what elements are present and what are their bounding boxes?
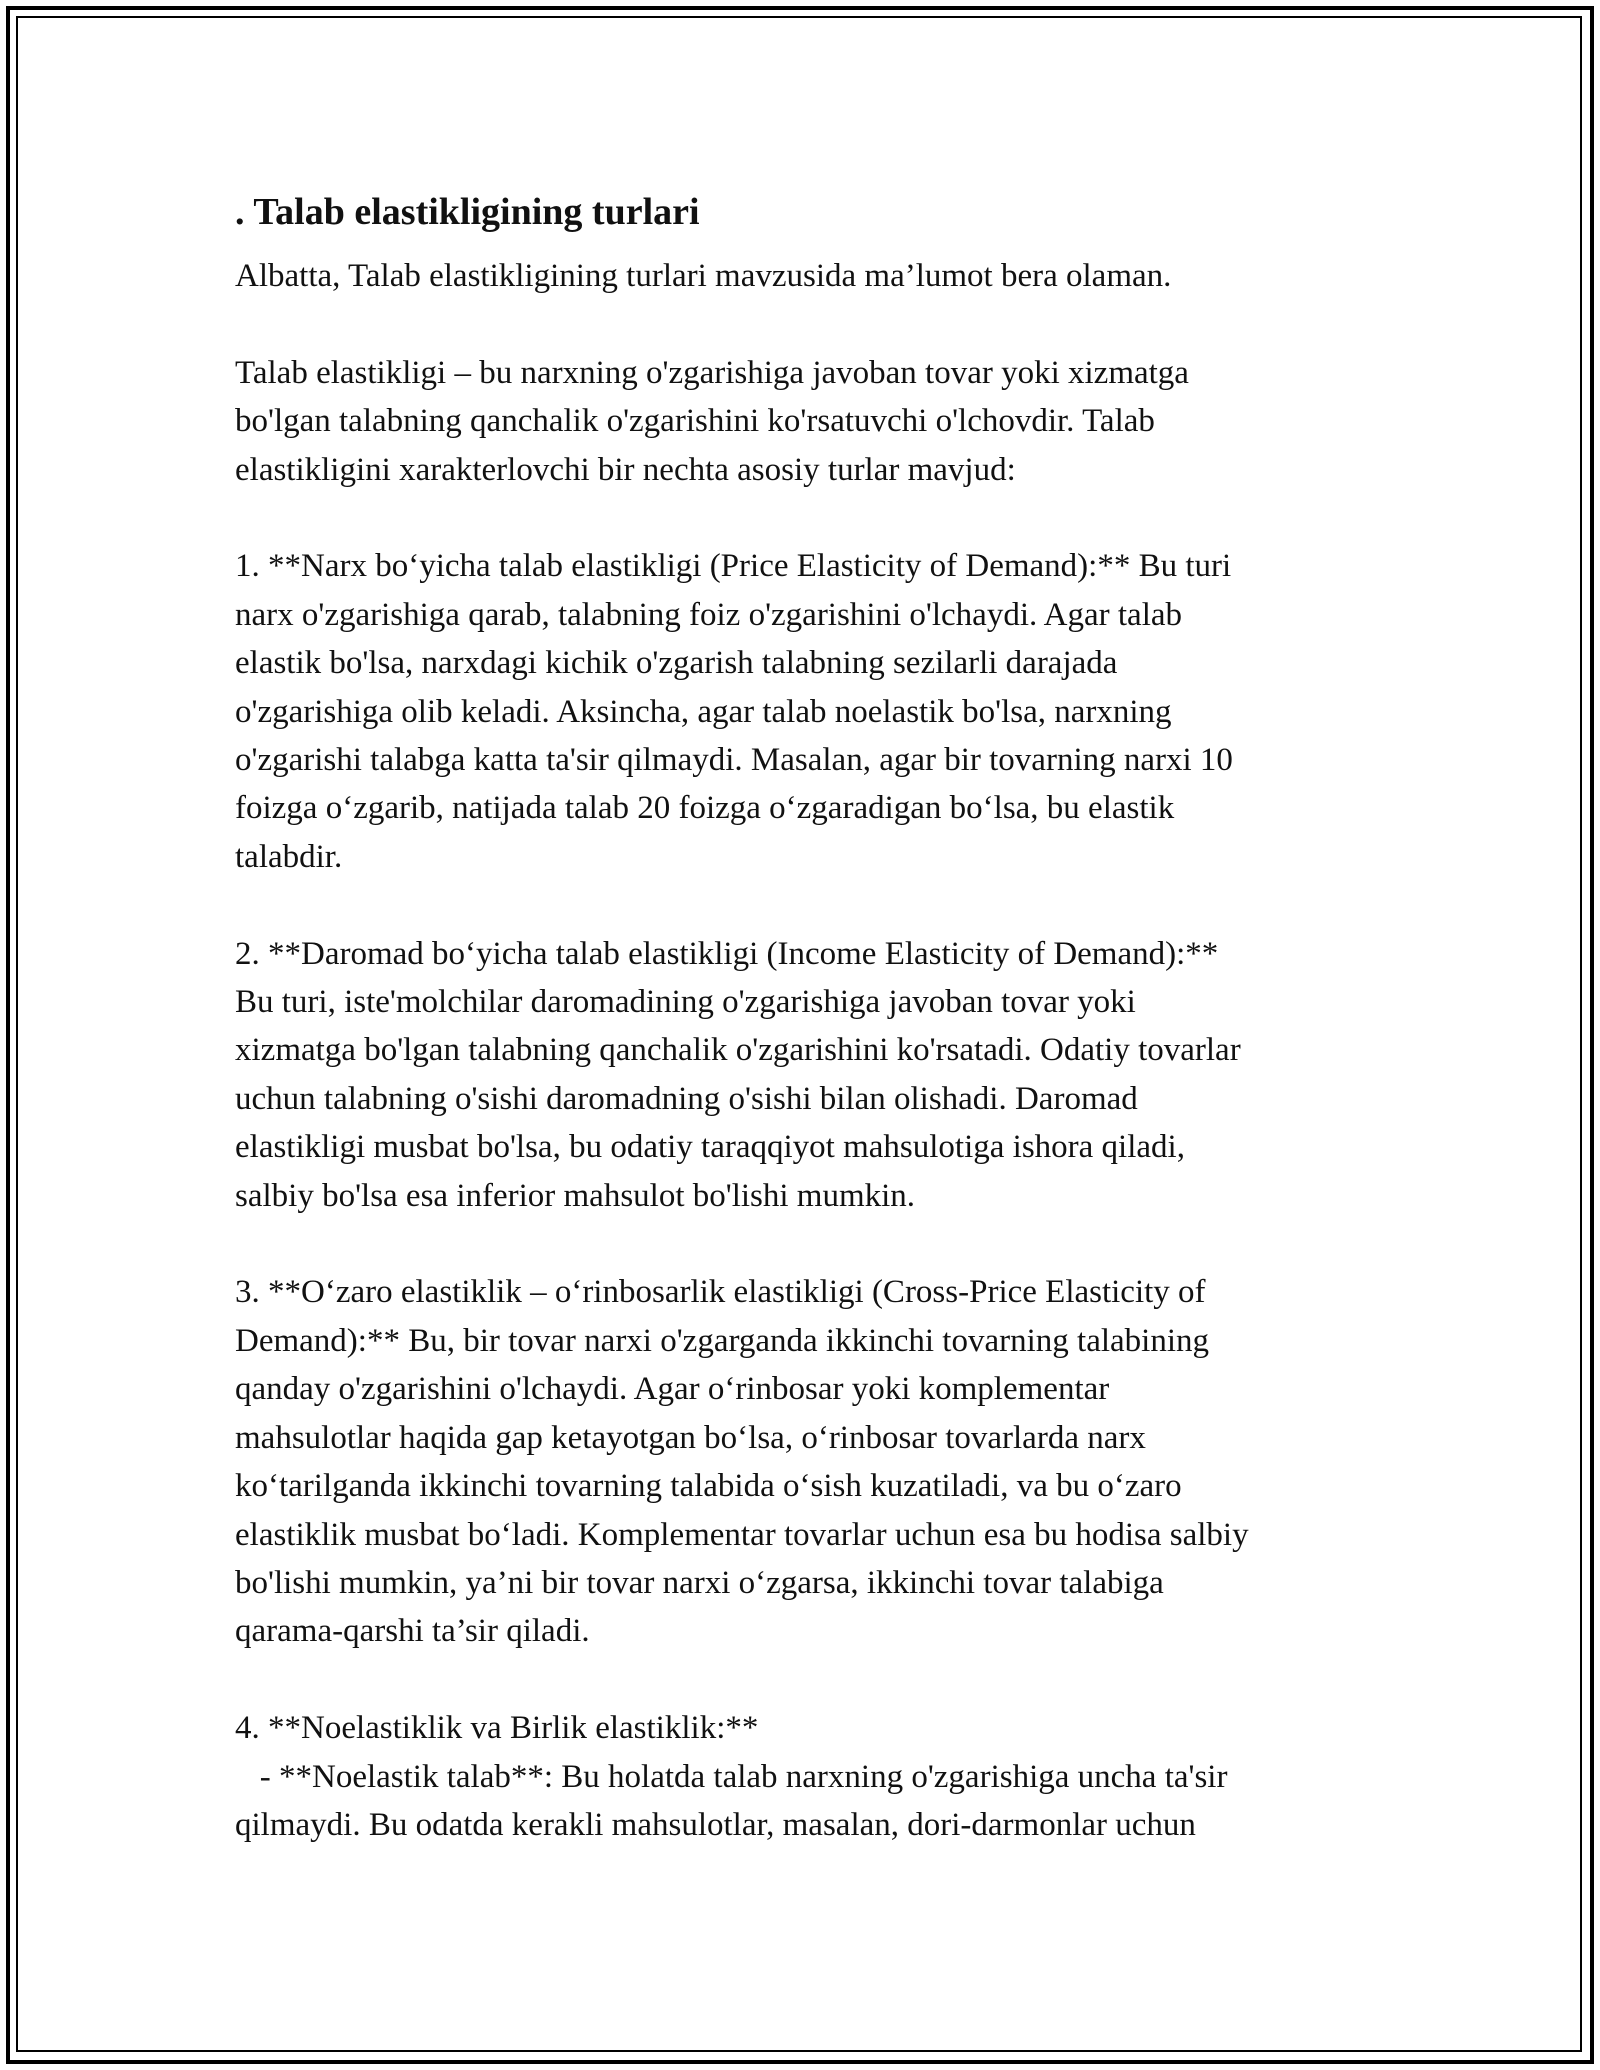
- text-line: o'zgarishiga olib keladi. Aksincha, agar talab noelastik bo'lsa, narxning: [235, 693, 1172, 730]
- document-body: [235, 184, 1385, 1849]
- text-line: 4. **Noelastiklik va Birlik elastiklik:**: [235, 1710, 759, 1747]
- document-title: . Talab elastikligining turlari: [235, 191, 700, 233]
- item-4-paragraph: [235, 1704, 1385, 1849]
- text-line: 2. **Daromad bo‘yicha talab elastikligi (Income Elasticity of Demand):**: [235, 935, 1219, 972]
- text-line: narx o'zgarishiga qarab, talabning foiz o'zgarishini o'lchaydi. Agar talab: [235, 596, 1183, 633]
- text-line: 1. **Narx bo‘yicha talab elastikligi (Price Elasticity of Demand):** Bu turi: [235, 548, 1232, 585]
- text-line: qarama-qarshi ta’sir qiladi.: [235, 1613, 590, 1650]
- text-line: elastikligi musbat bo'lsa, bu odatiy taraqqiyot mahsulotiga ishora qiladi,: [235, 1129, 1185, 1166]
- text-line: Demand):** Bu, bir tovar narxi o'zgarganda ikkinchi tovarning talabining: [235, 1322, 1209, 1359]
- item-1-paragraph: [235, 542, 1385, 881]
- text-line: xizmatga bo'lgan talabning qanchalik o'zgarishini ko'rsatadi. Odatiy tovarlar: [235, 1032, 1241, 1069]
- text-line: Albatta, Talab elastikligining turlari mavzusida ma’lumot bera olaman.: [235, 258, 1172, 294]
- item-2-paragraph: [235, 930, 1385, 1220]
- text-line: talabdir.: [235, 838, 343, 875]
- paragraph-gap: [235, 1656, 1385, 1704]
- text-line: ko‘tarilganda ikkinchi tovarning talabida o‘sish kuzatiladi, va bu o‘zaro: [235, 1468, 1182, 1505]
- text-line: salbiy bo'lsa esa inferior mahsulot bo'lishi mumkin.: [235, 1177, 916, 1214]
- definition-paragraph: [235, 349, 1385, 494]
- intro-paragraph: [235, 252, 1385, 300]
- text-line: qilmaydi. Bu odatda kerakli mahsulotlar, masalan, dori-darmonlar uchun: [235, 1806, 1196, 1843]
- text-line: o'zgarishi talabga katta ta'sir qilmaydi. Masalan, agar bir tovarning narxi 10: [235, 742, 1233, 779]
- paragraph-gap: [235, 881, 1385, 929]
- text-line: bo'lgan talabning qanchalik o'zgarishini ko'rsatuvchi o'lchovdir. Talab: [235, 403, 1155, 440]
- text-line: foizga o‘zgarib, natijada talab 20 foizga o‘zgaradigan bo‘lsa, bu elastik: [235, 790, 1175, 827]
- text-line: uchun talabning o'sishi daromadning o'sishi bilan olishadi. Daromad: [235, 1080, 1138, 1117]
- item-3-paragraph: [235, 1268, 1385, 1655]
- text-line: Talab elastikligi – bu narxning o'zgarishiga javoban tovar yoki xizmatga: [235, 354, 1189, 391]
- text-line: qanday o'zgarishini o'lchaydi. Agar o‘rinbosar yoki komplementar: [235, 1371, 1110, 1408]
- text-line: - **Noelastik talab**: Bu holatda talab narxning o'zgarishiga uncha ta'sir: [235, 1758, 1228, 1795]
- paragraph-gap: [235, 494, 1385, 542]
- text-line: elastikligini xarakterlovchi bir nechta asosiy turlar mavjud:: [235, 451, 1016, 488]
- text-line: 3. **O‘zaro elastiklik – o‘rinbosarlik elastikligi (Cross-Price Elasticity of: [235, 1274, 1206, 1311]
- text-line: elastik bo'lsa, narxdagi kichik o'zgarish talabning sezilarli darajada: [235, 645, 1118, 682]
- text-line: elastiklik musbat bo‘ladi. Komplementar tovarlar uchun esa bu hodisa salbiy: [235, 1516, 1249, 1553]
- paragraph-gap: [235, 300, 1385, 348]
- text-line: Bu turi, iste'molchilar daromadining o'zgarishiga javoban tovar yoki: [235, 984, 1136, 1021]
- text-line: mahsulotlar haqida gap ketayotgan bo‘lsa, o‘rinbosar tovarlarda narx: [235, 1419, 1146, 1456]
- text-line: bo'lishi mumkin, ya’ni bir tovar narxi o‘zgarsa, ikkinchi tovar talabiga: [235, 1564, 1164, 1601]
- paragraph-gap: [235, 1220, 1385, 1268]
